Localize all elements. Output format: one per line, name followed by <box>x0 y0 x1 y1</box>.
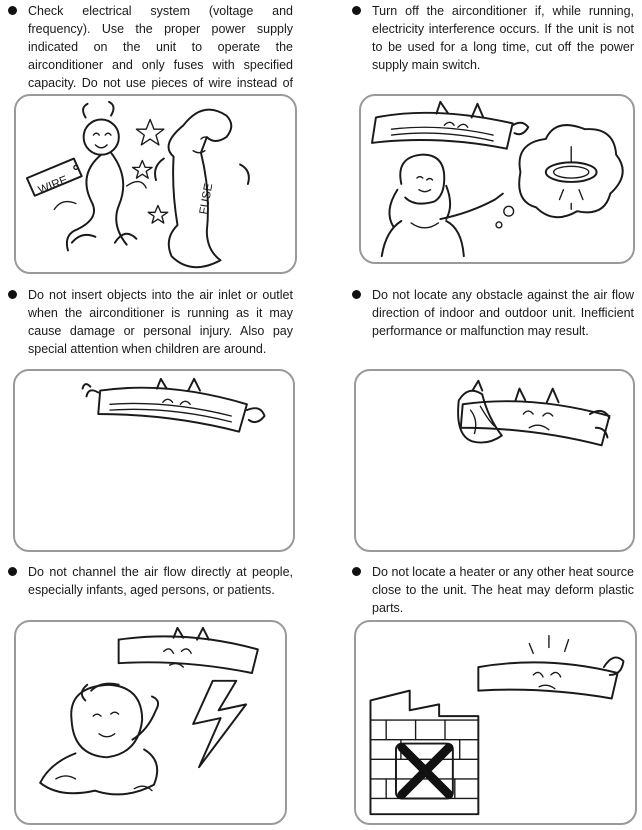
brick-heater-icon <box>370 691 478 815</box>
note-text: Turn off the airconditioner if, while running, electricity interference occurs. If the unit is not to be used for a long time, cut off the power supply main switch. <box>372 4 634 72</box>
warning-note-heater <box>352 563 634 617</box>
illustration-panel-airflow <box>14 620 287 825</box>
warning-note-objects <box>8 286 293 358</box>
heater-cartoon <box>356 622 635 823</box>
illustration-panel-obstacle <box>354 369 635 552</box>
obstacle-cartoon <box>356 371 633 550</box>
star-icon <box>133 161 153 179</box>
bullet-icon <box>352 290 361 299</box>
star-icon <box>136 119 163 144</box>
wire-label: WIRE <box>36 173 70 197</box>
illustration-panel-wire-fuse <box>14 94 297 274</box>
bullet-icon <box>8 290 17 299</box>
bullet-icon <box>8 567 17 576</box>
obstacle-sheet-icon <box>458 381 502 443</box>
fuse-label: FUSE <box>197 182 216 216</box>
note-text: Do not insert objects into the air inlet or outlet when the airconditioner is running as it may cause damage or personal injury. Also pay special attention when children are around. <box>28 288 293 356</box>
cross-out-icon <box>402 748 449 795</box>
airconditioner-unit-icon <box>83 379 265 432</box>
warning-note-obstacle <box>352 286 634 340</box>
objects-cartoon <box>15 371 293 550</box>
warning-note-interference <box>352 2 634 74</box>
star-icon <box>148 206 168 224</box>
illustration-panel-interference <box>359 94 635 264</box>
wire-fuse-cartoon <box>16 96 295 272</box>
note-text: Check electrical system (voltage and frequency). Use the proper power supply indicated on the unit to operate the airconditioner and only fuses with specified capacity. Do not use pieces of wire instead of <box>28 4 293 90</box>
illustration-panel-heater <box>354 620 637 825</box>
woman-figure-icon <box>382 155 503 257</box>
bullet-icon <box>8 6 17 15</box>
airconditioner-unit-icon <box>372 102 528 149</box>
interference-cartoon <box>361 96 633 262</box>
note-text: Do not locate a heater or any other heat source close to the unit. The heat may deform plastic parts. <box>372 565 634 615</box>
thought-cloud-icon <box>496 125 623 228</box>
fuse-character-icon <box>155 110 249 268</box>
wire-character-icon <box>54 102 146 251</box>
airconditioner-unit-icon <box>119 628 258 673</box>
wire-tag-icon <box>27 159 82 197</box>
bullet-icon <box>352 6 361 15</box>
note-text: Do not locate any obstacle against the air flow direction of indoor and outdoor unit. Inefficient performance or malfunction may result. <box>372 288 634 338</box>
airflow-bolt-icon <box>193 681 246 767</box>
warning-note-airflow <box>8 563 293 599</box>
airconditioner-unit-icon <box>478 636 623 699</box>
baby-figure-icon <box>40 684 158 795</box>
airflow-cartoon <box>16 622 285 823</box>
illustration-panel-objects <box>13 369 295 552</box>
bullet-icon <box>352 567 361 576</box>
note-text: Do not channel the air flow directly at people, especially infants, aged persons, or patients. <box>28 565 293 597</box>
